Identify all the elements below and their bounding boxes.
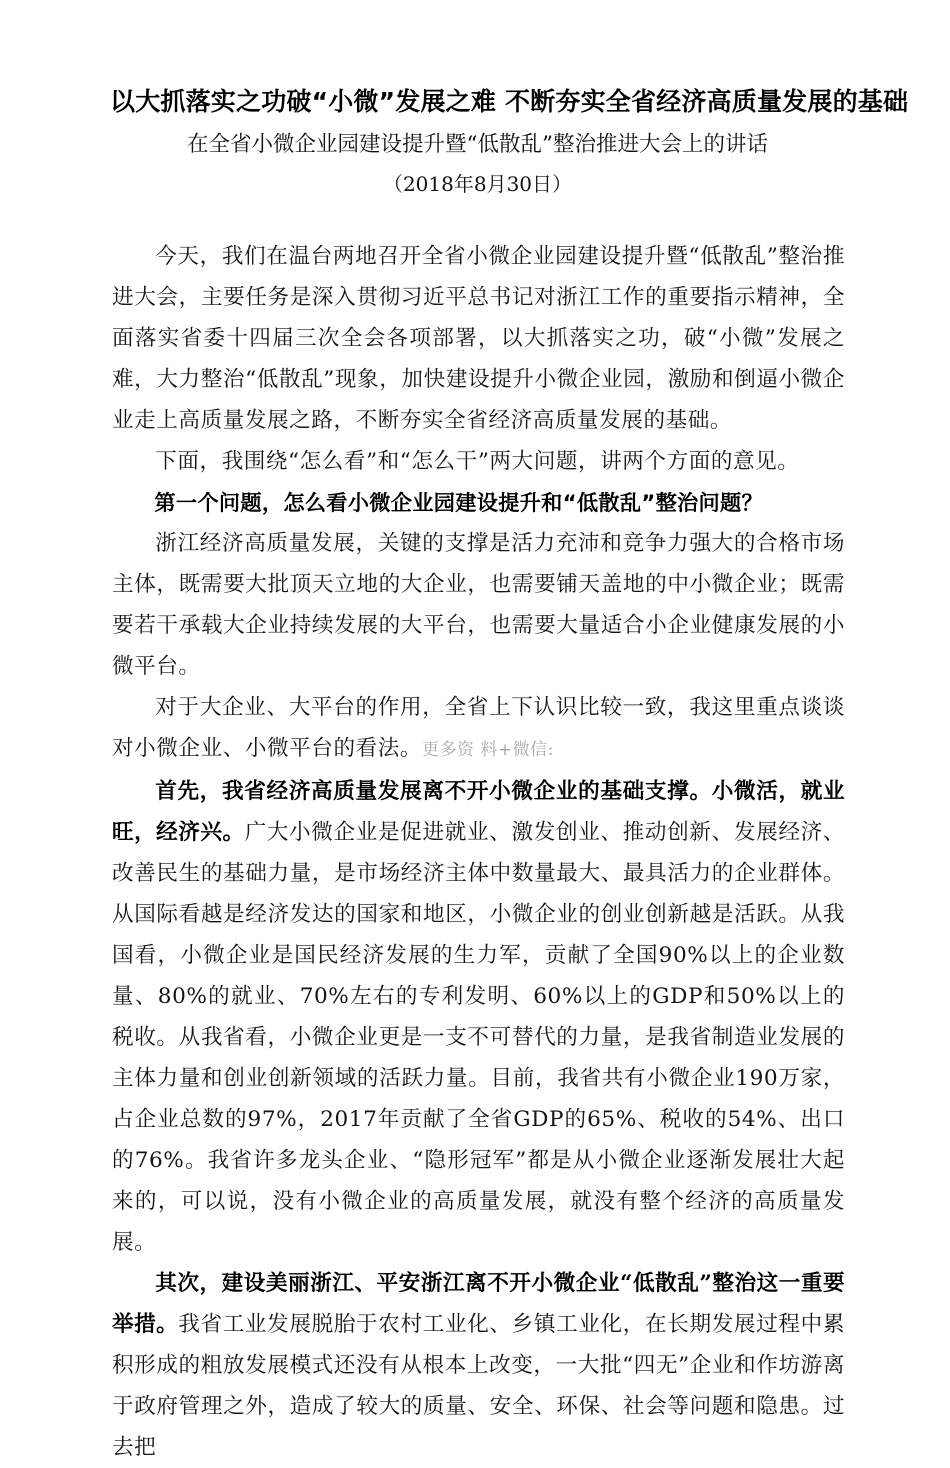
- watermark-text: 更多资 料+微信:: [422, 740, 554, 760]
- document-body: [112, 236, 845, 1468]
- paragraph-first-point: [112, 771, 845, 1263]
- title-block: [110, 84, 909, 200]
- page-title: 以大抓落实之功破“小微”发展之难 不断夯实全省经济高质量发展的基础: [110, 87, 909, 116]
- paragraph-first-point-body: 广大小微企业是促进就业、激发创业、推动创新、发展经济、改善民生的基础力量，是市场经济主体中数量最大、最具活力的企业群体。从国际看越是经济发达的国家和地区，小微企业的创业创新越是活跃。从我国看，小微企业是国民经济发展的生力军，贡献了全国90%以上的企业数量、80%的就业、70%左右的专利发明、60%以上的GDP和50%以上的税收。从我省看，小微企业更是一支不可替代的力量，是我省制造业发展的主体力量和创业创新领域的活跃力量。目前，我省共有小微企业190万家，占企业总数的97%，2017年贡献了全省GDP的65%、税收的54%、出口的76%。我省许多龙头企业、“隐形冠军”都是从小微企业逐渐发展壮大起来的，可以说，没有小微企业的高质量发展，就没有整个经济的高质量发展。: [112, 820, 845, 1255]
- section-heading-question-one: 第一个问题，怎么看小微企业园建设提升和“低散乱”整治问题？: [154, 490, 764, 515]
- lead-in-second: 其次，建设美丽浙江、平安浙江离不开小微企业“低散乱”整治这一重要举措。: [112, 1271, 845, 1337]
- document-subtitle: 在全省小微企业园建设提升暨“低散乱”整治推进大会上的讲话: [187, 132, 768, 157]
- lead-in-first: 首先，我省经济高质量发展离不开小微企业的基础支撑。小微活，就业旺，经济兴。: [112, 779, 845, 845]
- paragraph-market-subjects: 浙江经济高质量发展，关键的支撑是活力充沛和竞争力强大的合格市场主体，既需要大批顶天立地的大企业，也需要铺天盖地的中小微企业；既需要若干承载大企业持续发展的大平台，也需要大量适合小企业健康发展的小微平台。: [112, 531, 845, 679]
- document-date: （2018年8月30日）: [382, 172, 573, 196]
- paragraph-focus-text: 对于大企业、大平台的作用，全省上下认识比较一致，我这里重点谈谈对小微企业、小微平台的看法。: [112, 695, 845, 761]
- paragraph-opening: 今天，我们在温台两地召开全省小微企业园建设提升暨“低散乱”整治推进大会，主要任务是深入贯彻习近平总书记对浙江工作的重要指示精神，全面落实省委十四届三次全会各项部署，以大抓落实之功，破“小微”发展之难，大力整治“低散乱”现象，加快建设提升小微企业园，激励和倒逼小微企业走上高质量发展之路，不断夯实全省经济高质量发展的基础。: [112, 244, 845, 433]
- paragraph-focus-on-micro: [112, 687, 845, 771]
- paragraph-second-point: [112, 1263, 845, 1468]
- paragraph-outline: 下面，我围绕“怎么看”和“怎么干”两大问题，讲两个方面的意见。: [155, 449, 800, 474]
- paragraph-second-point-body: 我省工业发展脱胎于农村工业化、乡镇工业化，在长期发展过程中累积形成的粗放发展模式还没有从根本上改变，一大批“四无”企业和作坊游离于政府管理之外，造成了较大的质量、安全、环保、社会等问题和隐患。过去把: [112, 1312, 845, 1460]
